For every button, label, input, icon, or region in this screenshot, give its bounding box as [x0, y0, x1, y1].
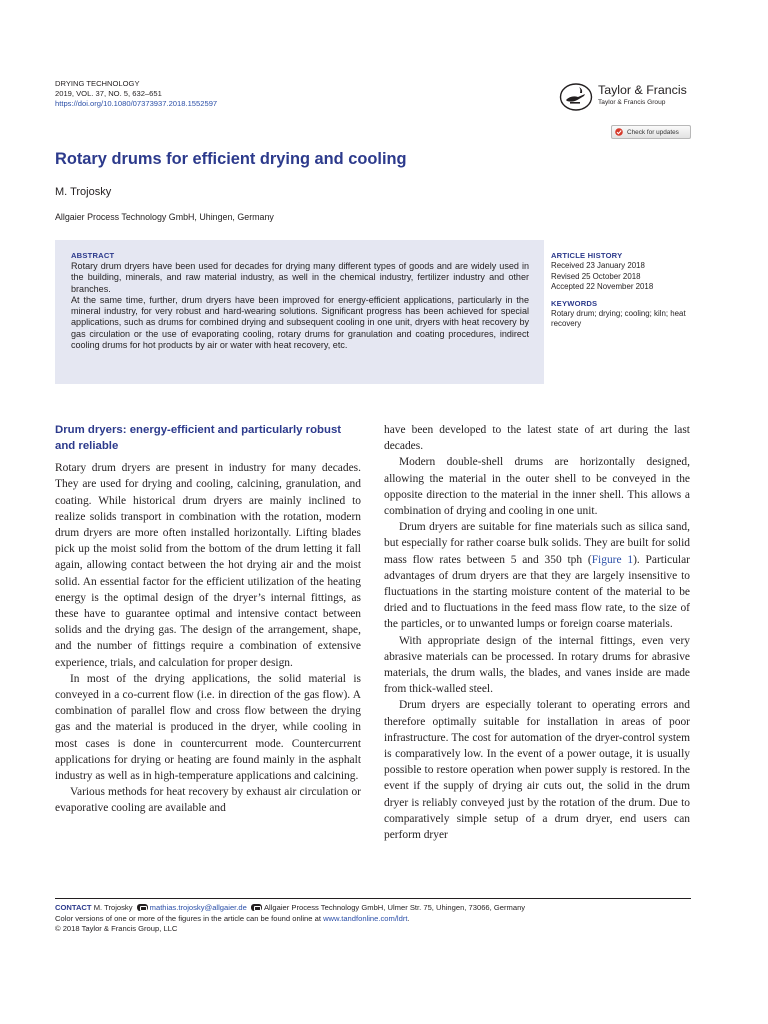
footer-divider	[55, 898, 691, 899]
abstract-content	[71, 251, 529, 351]
accepted-date: Accepted 22 November 2018	[551, 282, 654, 292]
copyright: © 2018 Taylor & Francis Group, LLC	[55, 924, 178, 934]
body-paragraph	[384, 519, 690, 632]
abstract-paragraph: At the same time, further, drum dryers have been improved for energy-efficient applications, particularly in the mineral industry, for very robust and hard-wearing solutions. Significant progress has been achieved for special applications, such as drums for combined drying and subsequent cooling in one unit, dryers with heat recovery by gas circulation or the use of evaporating cooling, rotary drums for granulation and coating procedures, indirect cooling drums for hot products by air or water with heat recovery, etc.	[71, 294, 529, 351]
body-column-left	[55, 422, 361, 817]
contact-line	[55, 903, 695, 914]
body-paragraph: With appropriate design of the internal fittings, even very abrasive materials can be processed. In rotary drums for abrasive materials, the drum walls, the blades, and vanes inside are made from thick-walled steel.	[384, 634, 690, 696]
section-heading: Drum dryers: energy-efficient and particularly robust and reliable	[55, 424, 342, 452]
check-for-updates-label: Check for updates	[627, 128, 679, 136]
address-icon	[251, 904, 262, 911]
article-history-heading: ARTICLE HISTORY	[551, 251, 623, 260]
body-paragraph: have been developed to the latest state of art during the last decades.	[384, 424, 690, 453]
body-paragraph: Modern double-shell drums are horizontally designed, allowing the material in the outer shell to be conveyed in the opposite direction to the material in the inner shell. This allows a combination of drying and cooling in one unit.	[384, 456, 690, 518]
keywords-heading: KEYWORDS	[551, 298, 598, 308]
doi-link[interactable]: https://doi.org/10.1080/07373937.2018.1552597	[55, 99, 218, 109]
publisher-group: Taylor & Francis Group	[598, 99, 666, 106]
contact-email-link[interactable]: mathias.trojosky@allgaier.de	[149, 903, 247, 912]
body-paragraph: Drum dryers are especially tolerant to operating errors and therefore optimally suitable for installation in areas of poor infrastructure. The cost for automation of the dryer-control system is comparatively low. In the event of a power outage, it is usually possible to restore operation when power supply is restored. In the event if the supply of drying air cuts out, the solid in the drum dryer is reliably conveyed just by the rotation of the drum. Due to comparatively simple setup of a drum dryer, end users can perform dryer	[384, 699, 690, 842]
article-info-sidebar	[551, 251, 701, 330]
journal-volume: 2019, VOL. 37, NO. 5, 632–651	[55, 89, 162, 99]
received-date: Received 23 January 2018	[551, 261, 645, 271]
body-text: ). Particular advantages of drum dryers are that they are largely insensitive to fluctuations in the starting moisture content of the material to be dried and to fluctuations in the feed mass flow rate, to the size of the particles, or to unwanted lumps or foreign coarse materials.	[384, 553, 690, 631]
abstract-heading: ABSTRACT	[71, 251, 115, 260]
body-paragraph: In most of the drying applications, the solid material is conveyed in a co-current flow (i.e. in direction of the gas flow). A combination of parallel flow and cross flow between the drying gas and the material is produced in the dryer, while cooling in most cases is done in countercurrent mode. Countercurrent applications for drying or heating are found mainly in the asphalt industry as well as in high-temperature applications and calcining.	[55, 672, 361, 783]
article-title: Rotary drums for efficient drying and cooling	[55, 150, 407, 168]
contact-address: Allgaier Process Technology GmbH, Ulmer Str. 75, Uhingen, 73066, Germany	[263, 903, 526, 912]
author-name: M. Trojosky	[55, 186, 112, 198]
page-footer	[55, 903, 695, 935]
color-note-line	[55, 914, 695, 925]
contact-label: CONTACT	[55, 903, 92, 912]
keywords	[551, 299, 701, 330]
abstract-box	[55, 240, 544, 384]
tandfonline-link[interactable]: www.tandfonline.com/ldrt	[323, 913, 408, 923]
body-column-right	[384, 422, 690, 843]
contact-name: M. Trojosky	[93, 903, 133, 912]
body-text: Drum dryers are suitable for fine materials such as silica sand, but especially for rather coarse bulk solids. They are built for solid mass flow rates between 5 and 350 tph (	[384, 521, 690, 566]
figure-1-link[interactable]: Figure 1	[591, 553, 634, 566]
journal-meta	[55, 79, 217, 110]
revised-date: Revised 25 October 2018	[551, 271, 641, 281]
publisher-name: Taylor & Francis	[598, 83, 687, 97]
period: .	[407, 913, 410, 923]
keywords-list: Rotary drum; drying; cooling; kiln; heat recovery	[551, 309, 686, 329]
author-affiliation: Allgaier Process Technology GmbH, Uhingen, Germany	[55, 212, 274, 222]
color-note: Color versions of one or more of the figures in the article can be found online at	[55, 913, 321, 923]
oil-lamp-icon	[559, 82, 593, 112]
publisher-logo[interactable]	[559, 82, 699, 114]
email-icon	[137, 904, 148, 911]
journal-name: DRYING TECHNOLOGY	[55, 79, 140, 88]
body-paragraph: Rotary drum dryers are present in industry for many decades. They are used for drying and cooling, calcining, granulation, and coating. While historical drum dryers are mainly inclined to realize solids transport in combination with the rotation, modern drum dryers are more often installed horizontally. Lifting blades pick up the moist solid from the bottom of the drum letting it fall again, allowing contact between the hot drying air and the moist solid. An essential factor for the efficient utilization of the heating energy is the optimal design of the dryer’s internal fittings, as these have to guarantee optimal and intensive contact between solids and the drying gas. The design of the arrangement, shape, and the number of fittings require a combination of extensive experience, trials, and calculation for proper design.	[55, 462, 361, 669]
article-history	[551, 251, 701, 293]
crossmark-icon	[615, 128, 623, 136]
check-for-updates-button[interactable]	[611, 125, 691, 139]
body-paragraph: Various methods for heat recovery by exhaust air circulation or evaporative cooling are available and	[55, 786, 361, 815]
abstract-paragraph: Rotary drum dryers have been used for decades for drying many different types of goods and are widely used in the building, minerals, and raw material industry, as well in the chemical industry, fertilizer industry and other branches.	[71, 261, 529, 294]
